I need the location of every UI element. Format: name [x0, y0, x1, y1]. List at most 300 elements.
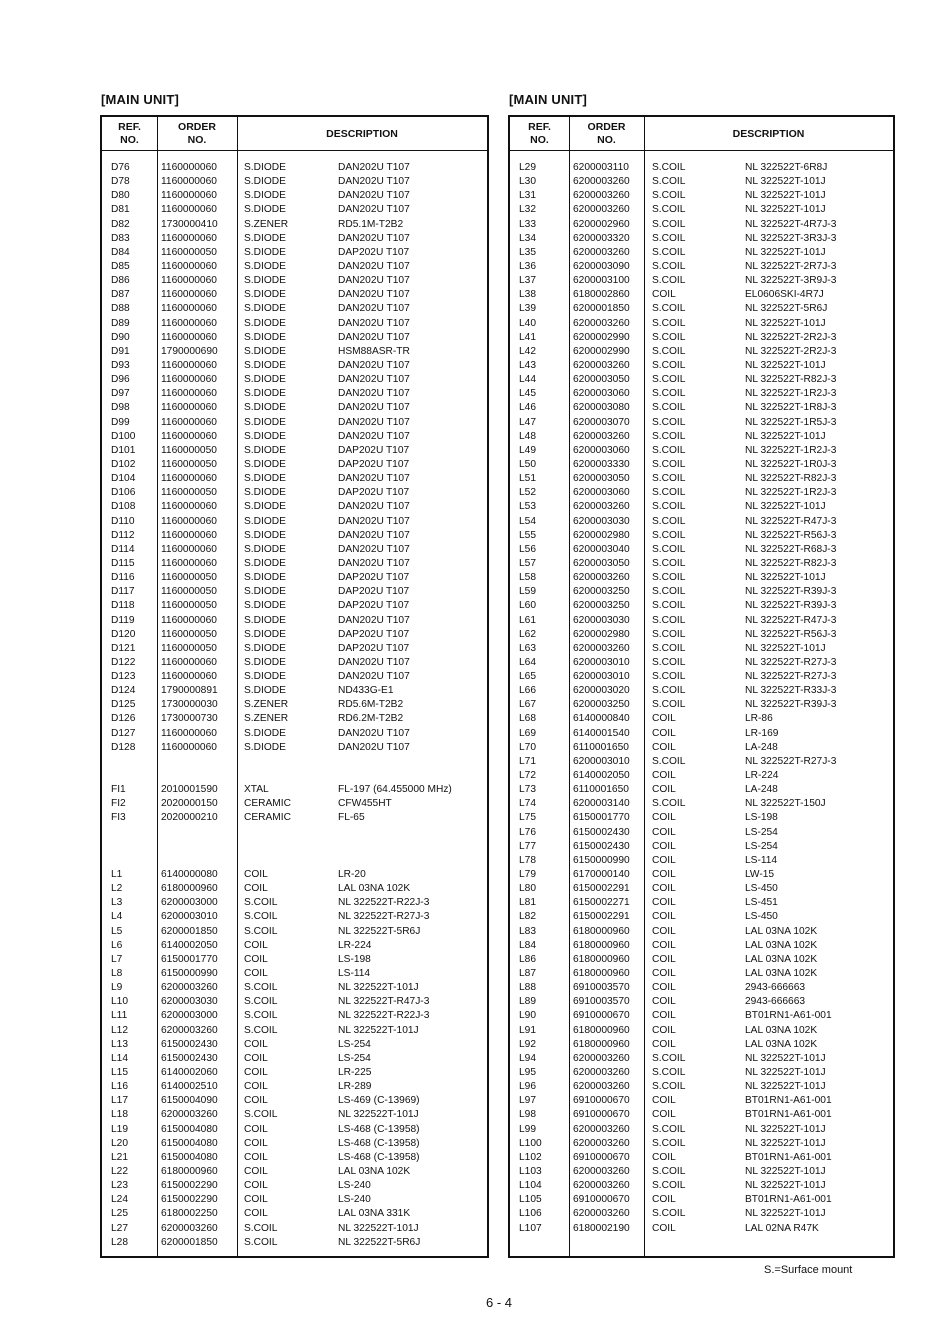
- order-no-cell: 1790000690: [161, 345, 218, 357]
- order-no-cell: 6170000140: [573, 869, 630, 881]
- part-type-cell: S.COIL: [652, 260, 686, 272]
- part-name-cell: DAN202U T107: [338, 388, 410, 400]
- order-no-cell: 6180002250: [161, 1208, 218, 1220]
- table-row: [510, 1179, 893, 1193]
- part-type-cell: S.COIL: [652, 359, 686, 371]
- part-name-cell: NL 322522T-101J: [745, 1137, 826, 1149]
- part-name-cell: LS-254: [745, 840, 778, 852]
- table-row: [510, 1094, 893, 1108]
- part-type-cell: CERAMIC: [244, 812, 291, 824]
- part-name-cell: NL 322522T-R39J-3: [745, 586, 837, 598]
- ref-no-cell: L64: [519, 656, 536, 668]
- table-rows: [510, 161, 893, 1236]
- order-no-cell: 6200003260: [573, 1165, 630, 1177]
- order-no-cell: 6200001850: [573, 303, 630, 315]
- part-type-cell: COIL: [652, 911, 676, 923]
- order-no-cell: 1160000060: [161, 656, 217, 668]
- part-type-cell: S.COIL: [652, 1123, 686, 1135]
- order-no-cell: 6140002510: [161, 1081, 218, 1093]
- ref-no-cell: L20: [111, 1137, 128, 1149]
- part-type-cell: S.COIL: [244, 982, 278, 994]
- part-type-cell: S.COIL: [244, 911, 278, 923]
- part-type-cell: S.COIL: [652, 487, 686, 499]
- ref-no-cell: D81: [111, 204, 130, 216]
- part-type-cell: S.ZENER: [244, 218, 289, 230]
- table-row: [510, 826, 893, 840]
- part-name-cell: FL-197 (64.455000 MHz): [338, 784, 452, 796]
- table-row: [510, 1222, 893, 1236]
- table-row: [102, 826, 487, 840]
- table-row: [102, 1179, 487, 1193]
- part-name-cell: LS-198: [338, 953, 371, 965]
- table-row: [510, 642, 893, 656]
- part-type-cell: CERAMIC: [244, 798, 291, 810]
- table-row: [510, 1024, 893, 1038]
- table-row: [102, 500, 487, 514]
- ref-no-cell: FI3: [111, 812, 126, 824]
- footnote: S.=Surface mount: [764, 1264, 853, 1276]
- part-name-cell: NL 322522T-101J: [745, 246, 826, 258]
- part-name-cell: LAL 03NA 102K: [745, 968, 818, 980]
- part-name-cell: LR-20: [338, 869, 366, 881]
- part-name-cell: NL 322522T-1R2J-3: [745, 388, 837, 400]
- part-name-cell: DAP202U T107: [338, 458, 410, 470]
- part-name-cell: NL 322522T-101J: [745, 204, 826, 216]
- part-name-cell: NL 322522T-2R7J-3: [745, 260, 837, 272]
- order-no-cell: 6200003260: [573, 204, 630, 216]
- part-name-cell: DAN202U T107: [338, 671, 410, 683]
- table-row: [510, 868, 893, 882]
- order-no-cell: 6140000080: [161, 869, 218, 881]
- table-row: [510, 1108, 893, 1122]
- part-name-cell: NL 322522T-R82J-3: [745, 473, 837, 485]
- table-row: [510, 373, 893, 387]
- table-row: [102, 1137, 487, 1151]
- part-type-cell: S.COIL: [652, 444, 686, 456]
- order-no-cell: 6910003570: [573, 982, 630, 994]
- part-type-cell: S.COIL: [652, 671, 686, 683]
- order-no-cell: 6200003250: [573, 699, 630, 711]
- ref-no-cell: D90: [111, 331, 130, 343]
- ref-no-cell: D99: [111, 416, 130, 428]
- table-row: [102, 1236, 487, 1250]
- ref-no-cell: L27: [111, 1222, 128, 1234]
- ref-no-cell: L50: [519, 458, 536, 470]
- table-row: [102, 1024, 487, 1038]
- table-row: [102, 896, 487, 910]
- part-name-cell: NL 322522T-3R9J-3: [745, 275, 837, 287]
- part-name-cell: DAP202U T107: [338, 246, 410, 258]
- ref-no-cell: D112: [111, 529, 135, 541]
- part-type-cell: S.DIODE: [244, 642, 286, 654]
- order-no-cell: 1160000050: [161, 586, 217, 598]
- order-no-cell: 6140002050: [161, 939, 218, 951]
- ref-no-cell: L65: [519, 671, 536, 683]
- table-row: [510, 967, 893, 981]
- ref-no-cell: D104: [111, 473, 136, 485]
- table-row: [510, 458, 893, 472]
- order-no-cell: 6200003260: [573, 642, 630, 654]
- order-no-cell: 6200001850: [161, 1236, 218, 1248]
- table-row: [510, 811, 893, 825]
- part-type-cell: COIL: [244, 968, 268, 980]
- order-no-cell: 6200003010: [161, 911, 218, 923]
- part-type-cell: S.COIL: [652, 388, 686, 400]
- table-row: [102, 769, 487, 783]
- table-row: [102, 1108, 487, 1122]
- part-name-cell: NL 322522T-6R8J: [745, 162, 828, 173]
- part-type-cell: COIL: [652, 289, 676, 301]
- part-name-cell: LAL 03NA 102K: [745, 939, 818, 951]
- part-name-cell: NL 322522T-101J: [745, 642, 826, 654]
- part-name-cell: 2943-666663: [745, 996, 806, 1008]
- order-no-cell: 6150002290: [161, 1194, 218, 1206]
- order-no-cell: 6200003060: [573, 388, 630, 400]
- table-row: [102, 1009, 487, 1023]
- part-type-cell: S.DIODE: [244, 317, 286, 329]
- part-type-cell: COIL: [244, 1208, 268, 1220]
- order-no-cell: 1160000050: [161, 246, 217, 258]
- part-type-cell: S.COIL: [652, 162, 686, 173]
- part-type-cell: S.COIL: [652, 416, 686, 428]
- order-no-cell: 6200003260: [573, 572, 630, 584]
- part-type-cell: S.COIL: [244, 897, 278, 909]
- part-name-cell: LS-114: [338, 968, 371, 980]
- order-no-cell: 6910000670: [573, 1151, 630, 1163]
- ref-no-cell: L31: [519, 190, 536, 202]
- ref-no-cell: L13: [111, 1038, 128, 1050]
- part-name-cell: NL 322522T-101J: [745, 501, 826, 513]
- table-row: [510, 1207, 893, 1221]
- part-name-cell: 2943-666663: [745, 982, 806, 994]
- table-row: [102, 359, 487, 373]
- part-type-cell: COIL: [652, 1010, 676, 1022]
- order-no-cell: 1730000030: [161, 699, 218, 711]
- part-type-cell: COIL: [652, 1109, 676, 1121]
- ref-no-cell: L58: [519, 572, 536, 584]
- part-name-cell: NL 322522T-101J: [338, 982, 419, 994]
- ref-no-cell: L48: [519, 430, 536, 442]
- part-type-cell: COIL: [652, 869, 676, 881]
- part-type-cell: COIL: [652, 784, 676, 796]
- table-row: [510, 614, 893, 628]
- table-row: [102, 1094, 487, 1108]
- table-row: [102, 246, 487, 260]
- part-type-cell: XTAL: [244, 784, 269, 796]
- order-no-cell: 1160000050: [161, 600, 217, 612]
- ref-no-cell: D96: [111, 374, 130, 386]
- table-row: [510, 246, 893, 260]
- ref-no-cell: L87: [519, 968, 536, 980]
- ref-no-cell: L10: [111, 996, 128, 1008]
- order-no-cell: 6910000670: [573, 1095, 630, 1107]
- part-name-cell: NL 322522T-1R5J-3: [745, 416, 837, 428]
- ref-no-cell: D116: [111, 572, 135, 584]
- table-row: [102, 712, 487, 726]
- table-row: [102, 840, 487, 854]
- order-no-cell: 6200003260: [161, 1222, 218, 1234]
- table-row: [102, 981, 487, 995]
- order-no-cell: 6200003260: [573, 359, 630, 371]
- part-type-cell: COIL: [244, 1151, 268, 1163]
- table-row: [510, 797, 893, 811]
- ref-no-cell: D93: [111, 359, 130, 371]
- order-no-cell: 1730000730: [161, 713, 218, 725]
- table-row: [102, 203, 487, 217]
- order-no-cell: 6200003260: [573, 1137, 630, 1149]
- ref-no-cell: D127: [111, 727, 136, 739]
- order-no-cell: 6200003000: [161, 897, 218, 909]
- table-row: [102, 698, 487, 712]
- ref-no-cell: D97: [111, 388, 130, 400]
- header-order-no: ORDER NO.: [178, 121, 216, 146]
- table-row: [102, 161, 487, 175]
- table-row: [102, 571, 487, 585]
- part-type-cell: S.COIL: [652, 176, 686, 188]
- order-no-cell: 6200003320: [573, 232, 630, 244]
- order-no-cell: 1160000060: [161, 260, 217, 272]
- part-name-cell: NL 322522T-R22J-3: [338, 897, 430, 909]
- ref-no-cell: L63: [519, 642, 536, 654]
- ref-no-cell: L39: [519, 303, 536, 315]
- ref-no-cell: L104: [519, 1180, 542, 1192]
- table-row: [102, 1052, 487, 1066]
- part-type-cell: COIL: [652, 1222, 676, 1234]
- order-no-cell: 1160000060: [161, 557, 217, 569]
- ref-no-cell: L95: [519, 1067, 536, 1078]
- part-type-cell: COIL: [244, 939, 268, 951]
- table-row: [102, 543, 487, 557]
- order-no-cell: 1160000060: [161, 204, 217, 216]
- order-no-cell: 6140000840: [573, 713, 630, 725]
- order-no-cell: 1160000060: [161, 515, 217, 527]
- order-no-cell: 6180002190: [573, 1222, 630, 1234]
- ref-no-cell: L52: [519, 487, 536, 499]
- table-row: [510, 712, 893, 726]
- table-row: [102, 345, 487, 359]
- ref-no-cell: L59: [519, 586, 536, 598]
- table-row: [510, 416, 893, 430]
- right-section-title: [MAIN UNIT]: [509, 92, 588, 107]
- order-no-cell: 6150000990: [573, 854, 630, 866]
- table-row: [510, 981, 893, 995]
- ref-no-cell: L66: [519, 685, 536, 697]
- order-no-cell: 6180000960: [573, 968, 630, 980]
- part-type-cell: S.DIODE: [244, 345, 286, 357]
- ref-no-cell: L70: [519, 741, 536, 753]
- part-name-cell: DAN202U T107: [338, 501, 410, 513]
- order-no-cell: 6200003260: [161, 982, 218, 994]
- order-no-cell: 1160000060: [161, 402, 217, 414]
- ref-no-cell: FI1: [111, 784, 126, 796]
- part-type-cell: COIL: [652, 968, 676, 980]
- ref-no-cell: L8: [111, 968, 123, 980]
- table-row: [510, 896, 893, 910]
- part-type-cell: S.COIL: [652, 374, 686, 386]
- order-no-cell: 2020000150: [161, 798, 218, 810]
- part-type-cell: S.COIL: [244, 1010, 278, 1022]
- table-row: [510, 656, 893, 670]
- ref-no-cell: L35: [519, 246, 536, 258]
- part-name-cell: LR-289: [338, 1081, 372, 1093]
- part-type-cell: S.COIL: [244, 996, 278, 1008]
- part-type-cell: S.DIODE: [244, 260, 286, 272]
- part-name-cell: NL 322522T-101J: [745, 572, 826, 584]
- table-row: [102, 1038, 487, 1052]
- part-name-cell: DAP202U T107: [338, 642, 410, 654]
- part-name-cell: DAN202U T107: [338, 741, 410, 753]
- part-name-cell: LR-224: [745, 770, 779, 782]
- part-type-cell: COIL: [244, 1038, 268, 1050]
- parts-table-left: [100, 115, 489, 1258]
- ref-no-cell: L21: [111, 1151, 128, 1163]
- part-type-cell: S.COIL: [652, 529, 686, 541]
- table-row: [510, 727, 893, 741]
- part-type-cell: S.DIODE: [244, 628, 286, 640]
- table-row: [510, 882, 893, 896]
- part-type-cell: S.COIL: [652, 614, 686, 626]
- part-type-cell: S.COIL: [652, 628, 686, 640]
- part-type-cell: COIL: [652, 812, 676, 824]
- ref-no-cell: D100: [111, 430, 136, 442]
- table-row: [510, 1052, 893, 1066]
- ref-no-cell: L96: [519, 1081, 536, 1093]
- part-name-cell: NL 322522T-101J: [338, 1222, 419, 1234]
- part-name-cell: LW-15: [745, 869, 775, 881]
- ref-no-cell: D120: [111, 628, 136, 640]
- ref-no-cell: D88: [111, 303, 130, 315]
- part-name-cell: CFW455HT: [338, 798, 392, 810]
- ref-no-cell: L57: [519, 557, 536, 569]
- table-row: [102, 430, 487, 444]
- ref-no-cell: L9: [111, 982, 123, 994]
- part-type-cell: S.COIL: [652, 501, 686, 513]
- part-name-cell: NL 322522T-101J: [745, 190, 826, 202]
- table-row: [510, 571, 893, 585]
- part-name-cell: LAL 03NA 102K: [745, 953, 818, 965]
- part-name-cell: DAP202U T107: [338, 487, 410, 499]
- table-row: [510, 1151, 893, 1165]
- part-type-cell: S.COIL: [652, 755, 686, 767]
- table-row: [102, 599, 487, 613]
- part-type-cell: COIL: [244, 1137, 268, 1149]
- ref-no-cell: D121: [111, 642, 136, 654]
- ref-no-cell: L25: [111, 1208, 128, 1220]
- ref-no-cell: L72: [519, 770, 536, 782]
- ref-no-cell: L79: [519, 869, 536, 881]
- part-name-cell: LS-254: [745, 826, 778, 838]
- ref-no-cell: L19: [111, 1123, 128, 1135]
- table-row: [510, 670, 893, 684]
- table-row: [510, 189, 893, 203]
- part-type-cell: S.DIODE: [244, 572, 286, 584]
- order-no-cell: 6200003020: [573, 685, 630, 697]
- ref-no-cell: D89: [111, 317, 130, 329]
- part-name-cell: NL 322522T-101J: [745, 176, 826, 188]
- ref-no-cell: L82: [519, 911, 536, 923]
- part-type-cell: S.COIL: [244, 1222, 278, 1234]
- ref-no-cell: L2: [111, 883, 123, 895]
- order-no-cell: 6200003010: [573, 671, 630, 683]
- part-name-cell: LS-468 (C-13958): [338, 1151, 420, 1163]
- ref-no-cell: L75: [519, 812, 536, 824]
- order-no-cell: 2010001590: [161, 784, 218, 796]
- table-row: [102, 967, 487, 981]
- table-row: [102, 232, 487, 246]
- order-no-cell: 6200002960: [573, 218, 630, 230]
- part-name-cell: NL 322522T-R56J-3: [745, 529, 837, 541]
- part-name-cell: NL 322522T-R22J-3: [338, 1010, 430, 1022]
- part-name-cell: DAN202U T107: [338, 529, 410, 541]
- part-type-cell: S.COIL: [652, 246, 686, 258]
- part-name-cell: NL 322522T-R47J-3: [745, 614, 837, 626]
- order-no-cell: 1160000060: [161, 275, 217, 287]
- part-type-cell: S.COIL: [652, 331, 686, 343]
- order-no-cell: 6150001770: [161, 953, 218, 965]
- part-name-cell: DAN202U T107: [338, 190, 410, 202]
- order-no-cell: 1160000060: [161, 473, 217, 485]
- part-name-cell: LAL 02NA R47K: [745, 1222, 819, 1234]
- order-no-cell: 1160000050: [161, 572, 217, 584]
- table-row: [102, 727, 487, 741]
- table-row: [102, 656, 487, 670]
- order-no-cell: 6200003260: [573, 1208, 630, 1220]
- part-type-cell: S.DIODE: [244, 458, 286, 470]
- order-no-cell: 6150000990: [161, 968, 218, 980]
- part-name-cell: RD5.1M-T2B2: [338, 218, 404, 230]
- table-row: [510, 1038, 893, 1052]
- table-row: [102, 910, 487, 924]
- ref-no-cell: L37: [519, 275, 536, 287]
- part-type-cell: S.COIL: [652, 1052, 686, 1064]
- table-row: [510, 840, 893, 854]
- table-row: [102, 373, 487, 387]
- part-type-cell: S.COIL: [652, 642, 686, 654]
- table-row: [102, 741, 487, 755]
- order-no-cell: 6180000960: [573, 1024, 630, 1036]
- ref-no-cell: L68: [519, 713, 536, 725]
- part-type-cell: COIL: [652, 826, 676, 838]
- table-rows: [102, 161, 487, 1250]
- part-type-cell: COIL: [652, 713, 676, 725]
- part-type-cell: COIL: [652, 727, 676, 739]
- table-row: [102, 387, 487, 401]
- part-type-cell: COIL: [244, 1123, 268, 1135]
- part-name-cell: NL 322522T-101J: [745, 1067, 826, 1078]
- part-name-cell: LAL 03NA 331K: [338, 1208, 411, 1220]
- part-name-cell: FL-65: [338, 812, 365, 824]
- ref-no-cell: D117: [111, 586, 135, 598]
- order-no-cell: 6150002430: [573, 826, 630, 838]
- ref-no-cell: L16: [111, 1081, 128, 1093]
- ref-no-cell: L83: [519, 925, 536, 937]
- ref-no-cell: L24: [111, 1194, 128, 1206]
- part-type-cell: S.DIODE: [244, 388, 286, 400]
- part-type-cell: COIL: [244, 1095, 268, 1107]
- part-type-cell: COIL: [244, 1052, 268, 1064]
- ref-no-cell: L88: [519, 982, 536, 994]
- part-name-cell: DAN202U T107: [338, 656, 410, 668]
- part-name-cell: DAN202U T107: [338, 614, 410, 626]
- part-name-cell: NL 322522T-5R6J: [338, 1236, 421, 1248]
- table-row: [102, 628, 487, 642]
- part-type-cell: S.DIODE: [244, 727, 286, 739]
- order-no-cell: 6150004090: [161, 1095, 218, 1107]
- order-no-cell: 6200003260: [573, 246, 630, 258]
- part-name-cell: LS-451: [745, 897, 778, 909]
- ref-no-cell: L56: [519, 543, 536, 555]
- order-no-cell: 6150004080: [161, 1151, 218, 1163]
